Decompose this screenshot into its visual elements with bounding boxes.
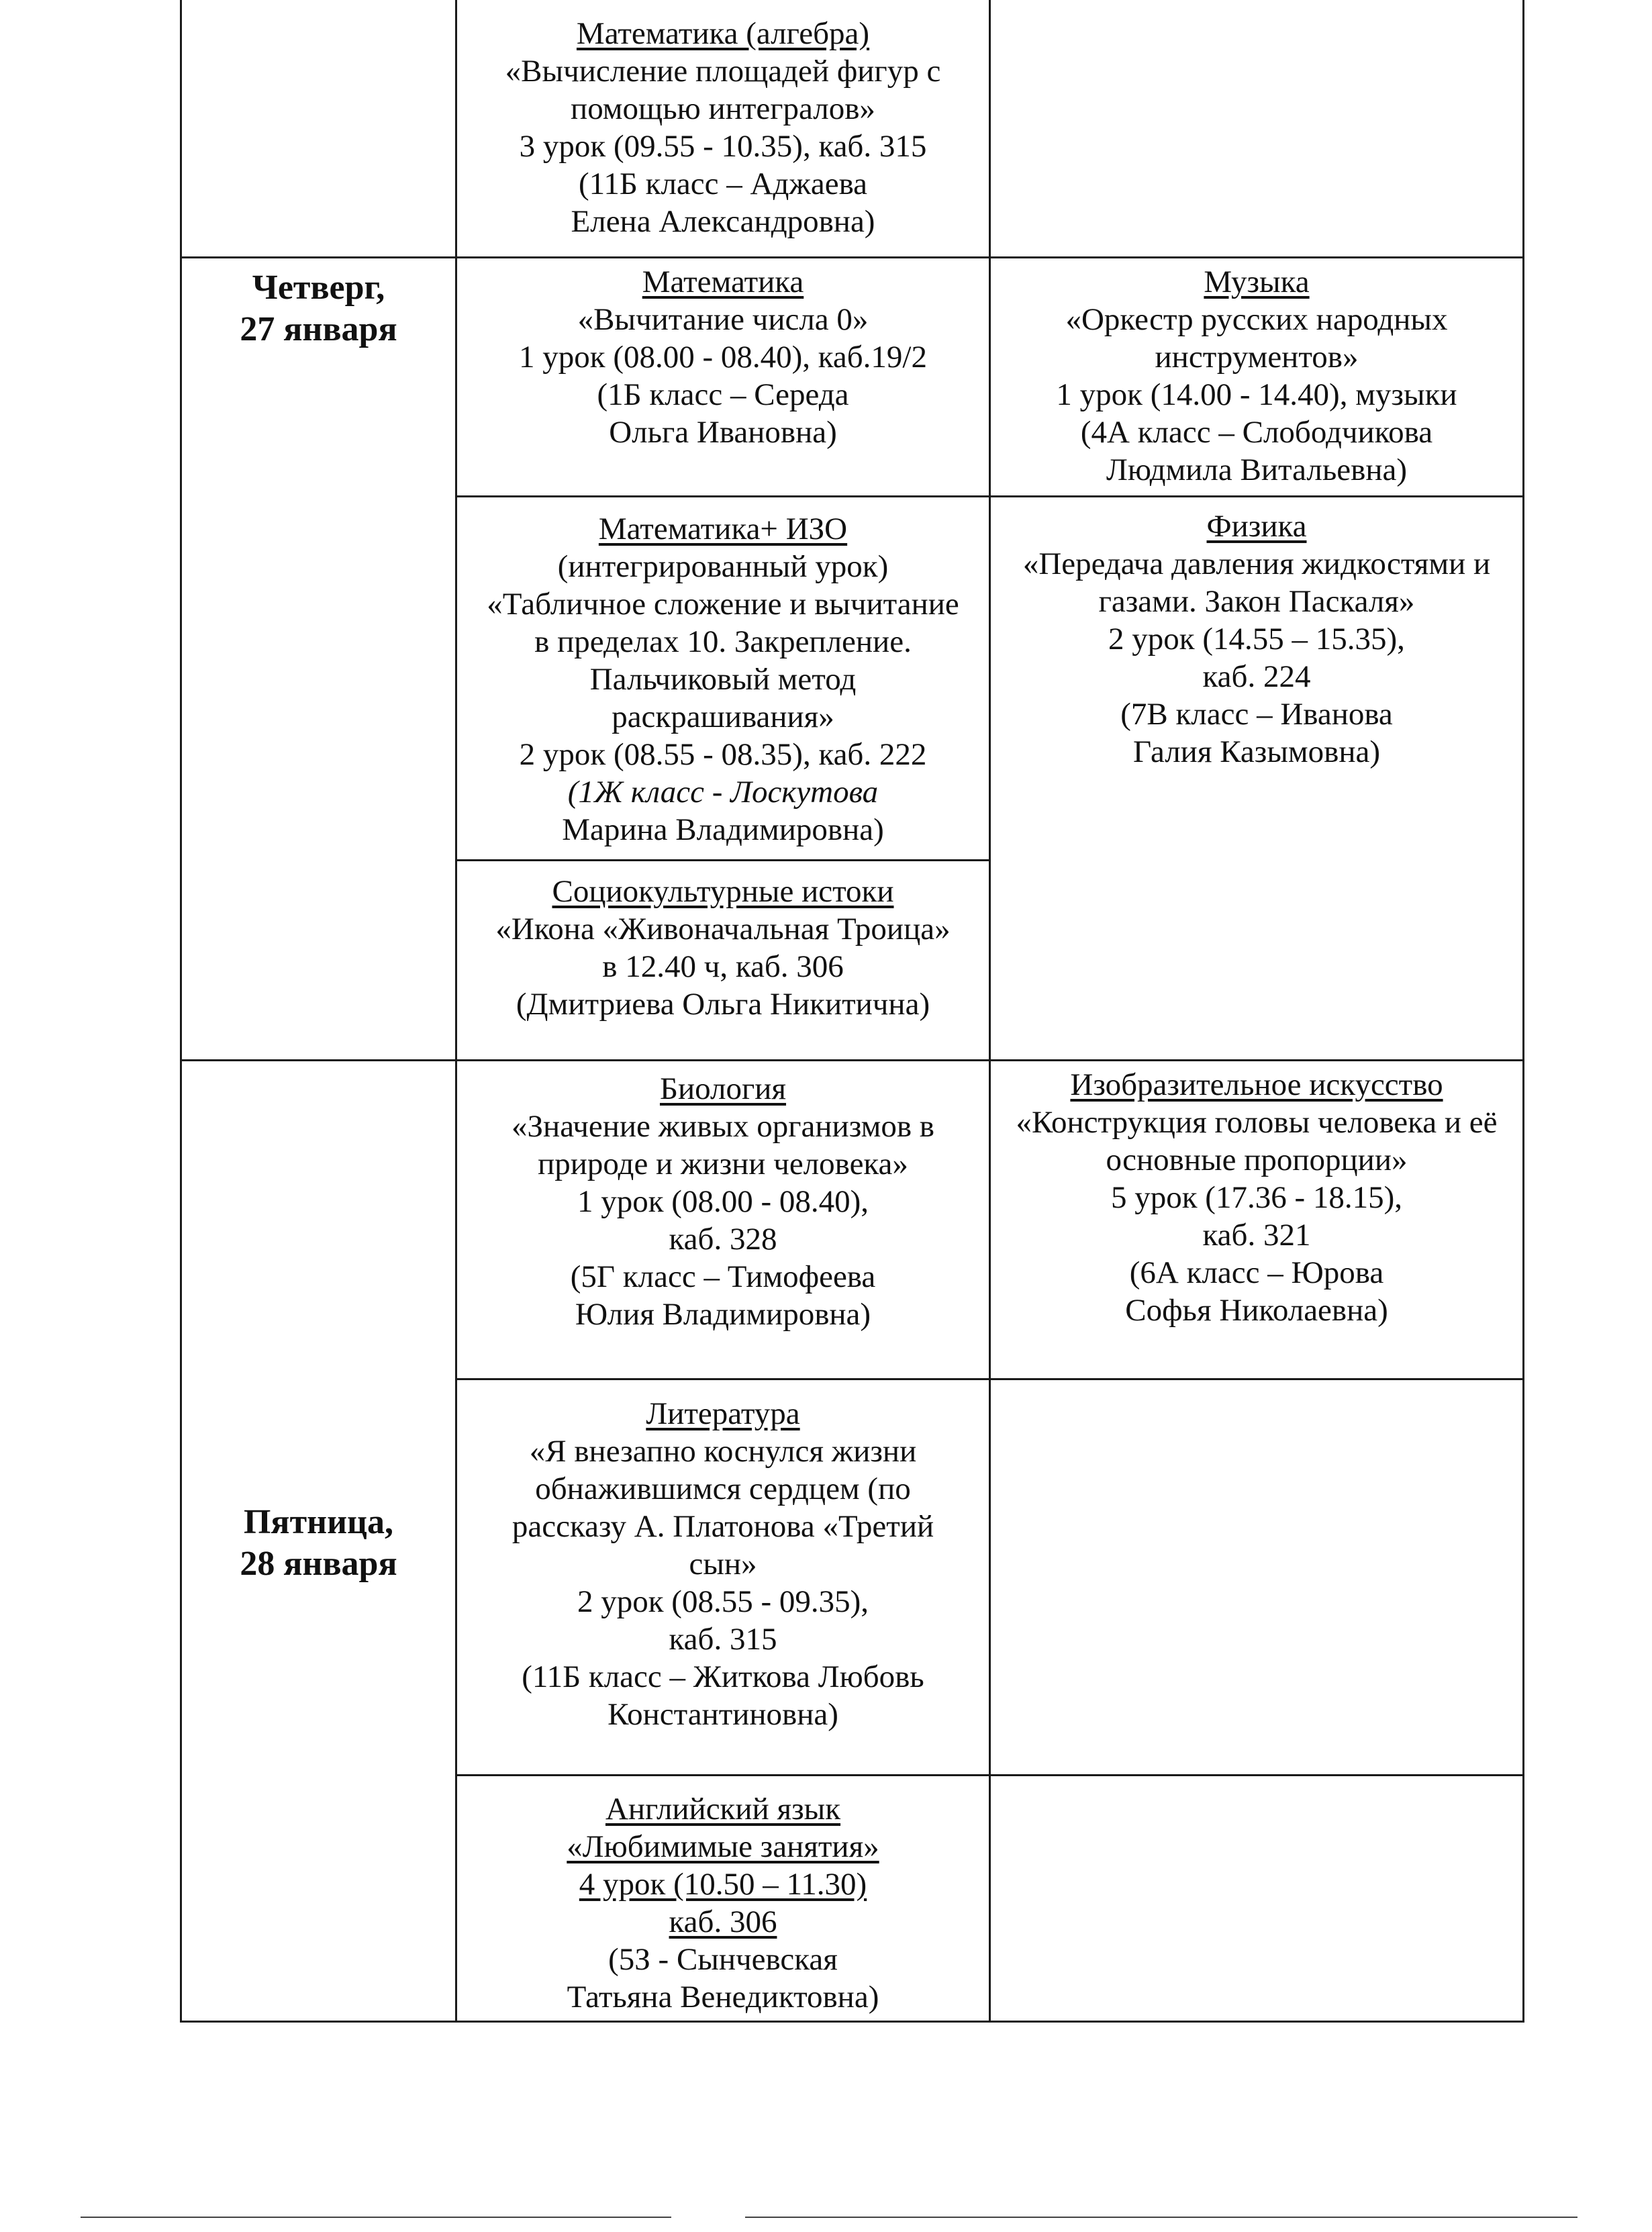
lesson-topic: инструментов» bbox=[1155, 340, 1359, 375]
lesson-cell-fine-art bbox=[991, 1066, 1522, 1329]
lesson-room: каб. 306 bbox=[669, 1904, 777, 1939]
day-name: Четверг, bbox=[252, 269, 385, 307]
lesson-room: каб. 321 bbox=[1202, 1218, 1311, 1253]
row-separator-thursday bbox=[180, 256, 1524, 258]
lesson-teacher: Ольга Ивановна) bbox=[609, 415, 837, 450]
lesson-topic: сын» bbox=[689, 1547, 757, 1582]
lesson-subject: Изобразительное искусство bbox=[1070, 1067, 1443, 1102]
lesson-time: 1 урок (08.00 - 08.40), bbox=[577, 1184, 869, 1219]
lesson-teacher: (6А класс – Юрова bbox=[1129, 1255, 1384, 1290]
lesson-cell-music bbox=[991, 263, 1522, 489]
lesson-topic: раскрашивания» bbox=[612, 699, 834, 734]
lesson-cell-math-art bbox=[457, 510, 989, 848]
lesson-topic: Пальчиковый метод bbox=[589, 662, 857, 697]
lesson-topic: «Передача давления жидкостями и bbox=[1022, 546, 1491, 581]
lesson-room: каб. 328 bbox=[669, 1222, 777, 1257]
lesson-subject: Математика (алгебра) bbox=[576, 16, 870, 51]
lesson-teacher: Татьяна Венедиктовна) bbox=[567, 1980, 879, 2015]
lesson-time: 4 урок (10.50 – 11.30) bbox=[579, 1867, 867, 1902]
lesson-topic: природе и жизни человека» bbox=[538, 1147, 908, 1181]
lesson-cell-physics bbox=[991, 507, 1522, 771]
lesson-topic: «Табличное сложение и вычитание bbox=[487, 587, 959, 622]
lesson-cell-sociocultural bbox=[457, 873, 989, 1023]
lesson-cell-math bbox=[457, 263, 989, 451]
lesson-teacher: (11Б класс – Житкова Любовь bbox=[522, 1659, 924, 1694]
row-separator bbox=[455, 859, 989, 861]
lesson-topic: в пределах 10. Закрепление. bbox=[534, 624, 912, 659]
lesson-teacher: Елена Александровна) bbox=[571, 204, 875, 239]
day-date: 27 января bbox=[240, 310, 397, 348]
lesson-topic: основные пропорции» bbox=[1106, 1143, 1408, 1177]
lesson-teacher: (5Г класс – Тимофеева bbox=[570, 1259, 876, 1294]
row-separator bbox=[455, 1378, 1524, 1380]
lesson-subject: Социокультурные истоки bbox=[552, 874, 894, 909]
lesson-time: 2 урок (08.55 - 09.35), bbox=[577, 1584, 869, 1619]
lesson-cell-english bbox=[457, 1790, 989, 2016]
lesson-cell-algebra bbox=[457, 15, 989, 240]
row-separator bbox=[455, 1774, 1524, 1776]
lesson-topic: «Оркестр русских народных bbox=[1065, 302, 1448, 337]
scan-line bbox=[745, 2217, 1577, 2218]
lesson-cell-literature bbox=[457, 1395, 989, 1733]
lesson-teacher: (7В класс – Иванова bbox=[1120, 697, 1393, 732]
lesson-time: 5 урок (17.36 - 18.15), bbox=[1110, 1180, 1403, 1215]
lesson-subject: Музыка bbox=[1204, 264, 1310, 299]
lesson-topic: «Конструкция головы человека и её bbox=[1016, 1105, 1498, 1140]
lesson-teacher: (4А класс – Слободчикова bbox=[1080, 415, 1433, 450]
lesson-room: каб. 315 bbox=[669, 1622, 777, 1657]
lesson-time: 1 урок (08.00 - 08.40), каб.19/2 bbox=[519, 340, 927, 375]
lesson-time: 3 урок (09.55 - 10.35), каб. 315 bbox=[519, 129, 927, 164]
day-label-friday bbox=[182, 1502, 455, 1585]
row-separator-friday bbox=[180, 1059, 1524, 1061]
lesson-cell-biology bbox=[457, 1070, 989, 1333]
lesson-time: 2 урок (14.55 – 15.35), bbox=[1108, 622, 1405, 657]
lesson-topic: «Я внезапно коснулся жизни bbox=[529, 1434, 917, 1469]
lesson-teacher: Людмила Витальевна) bbox=[1106, 452, 1407, 487]
lesson-topic: «Вычисление площадей фигур с bbox=[505, 54, 941, 89]
table-border-right bbox=[1522, 0, 1524, 2023]
lesson-time: в 12.40 ч, каб. 306 bbox=[602, 949, 844, 984]
lesson-topic: газами. Закон Паскаля» bbox=[1098, 584, 1415, 619]
lesson-teacher: Юлия Владимировна) bbox=[575, 1297, 871, 1332]
lesson-teacher: (1Ж класс - Лоскутова bbox=[567, 775, 879, 810]
lesson-subject: Английский язык bbox=[605, 1792, 841, 1827]
lesson-teacher: (Дмитриева Ольга Никитична) bbox=[516, 987, 930, 1022]
scan-line bbox=[81, 2217, 671, 2218]
lesson-teacher: Марина Владимировна) bbox=[562, 812, 884, 847]
lesson-teacher: Софья Николаевна) bbox=[1125, 1293, 1388, 1328]
lesson-subject: Математика bbox=[642, 264, 804, 299]
lesson-teacher: Константиновна) bbox=[608, 1697, 838, 1732]
lesson-time: 2 урок (08.55 - 08.35), каб. 222 bbox=[519, 737, 927, 772]
lesson-teacher: (5З - Сынчевская bbox=[608, 1942, 838, 1977]
lesson-teacher: (11Б класс – Аджаева bbox=[579, 166, 867, 201]
row-separator bbox=[455, 495, 1524, 497]
lesson-room: каб. 224 bbox=[1202, 659, 1311, 694]
lesson-topic: «Икона «Живоначальная Троица» bbox=[495, 912, 951, 947]
lesson-topic: «Любимимые занятия» bbox=[567, 1829, 879, 1864]
lesson-topic: рассказу А. Платонова «Третий bbox=[512, 1509, 934, 1544]
lesson-teacher: (1Б класс – Середа bbox=[597, 377, 849, 412]
day-label-thursday bbox=[182, 267, 455, 350]
lesson-teacher: Галия Казымовна) bbox=[1132, 734, 1381, 769]
lesson-topic: обнажившимся сердцем (по bbox=[535, 1471, 911, 1506]
lesson-topic: «Вычитание числа 0» bbox=[577, 302, 869, 337]
lesson-subject: Физика bbox=[1206, 509, 1307, 544]
lesson-subject: Биология bbox=[659, 1071, 787, 1106]
lesson-time: 1 урок (14.00 - 14.40), музыки bbox=[1056, 377, 1457, 412]
table-border-bottom bbox=[180, 2021, 1524, 2023]
lesson-type: (интегрированный урок) bbox=[557, 549, 889, 584]
day-name: Пятница, bbox=[243, 1503, 393, 1541]
day-date: 28 января bbox=[240, 1545, 397, 1583]
lesson-topic: помощью интегралов» bbox=[571, 91, 875, 126]
lesson-topic: «Значение живых организмов в bbox=[512, 1109, 934, 1144]
lesson-subject: Литература bbox=[646, 1396, 800, 1431]
lesson-subject: Математика+ ИЗО bbox=[598, 512, 848, 546]
